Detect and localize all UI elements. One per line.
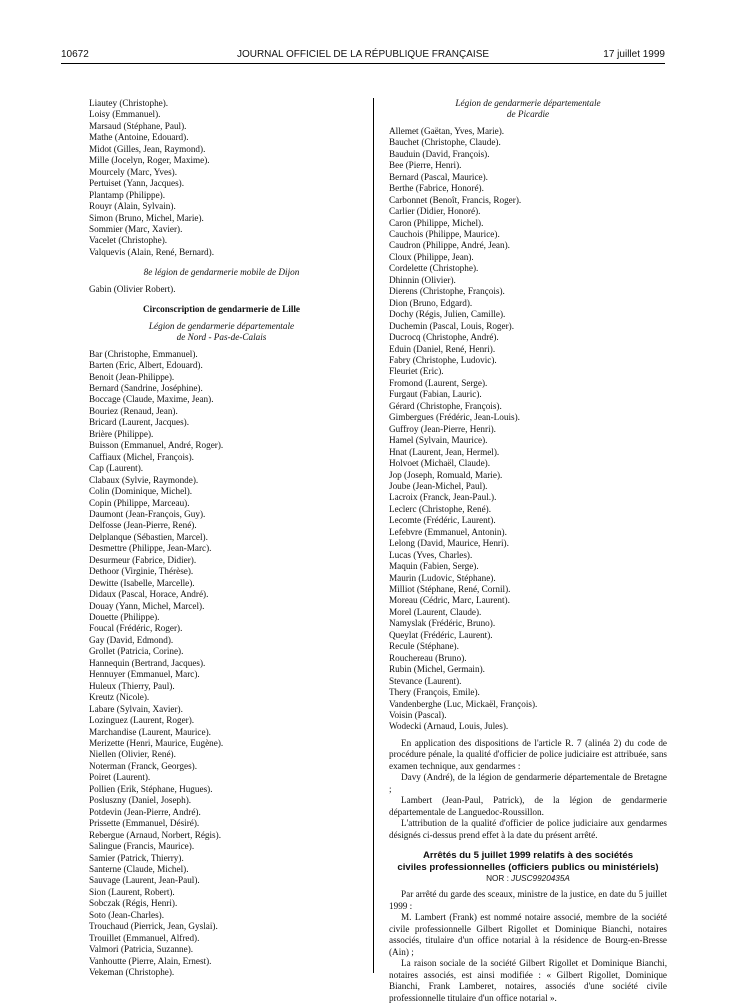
- name-entry: Marsaud (Stéphane, Paul).: [89, 120, 187, 131]
- name-entry: Brière (Philippe).: [89, 428, 154, 439]
- name-entry: Joube (Jean-Michel, Paul).: [389, 480, 488, 491]
- name-entry: Dewitte (Isabelle, Marcelle).: [89, 577, 195, 588]
- name-entry: Didaux (Pascal, Horace, André).: [89, 589, 209, 600]
- name-entry: Moreau (Cédric, Marc, Laurent).: [389, 595, 510, 606]
- name-entry: Caudron (Philippe, André, Jean).: [389, 240, 510, 251]
- name-entry: Milliot (Stéphane, René, Cornil).: [389, 584, 511, 595]
- name-entry: Carlier (Didier, Honoré).: [389, 206, 481, 217]
- name-entry: Namyslak (Frédéric, Bruno).: [389, 618, 496, 629]
- name-entry: Hannequin (Bertrand, Jacques).: [89, 657, 206, 668]
- legion-mobile-heading: 8e légion de gendarmerie mobile de Dijon: [143, 267, 300, 278]
- name-entry: Mille (Jocelyn, Roger, Maxime).: [89, 155, 210, 166]
- name-entry: Bauchet (Christophe, Claude).: [389, 137, 501, 148]
- name-entry: Merizette (Henri, Maurice, Eugène).: [89, 738, 224, 749]
- name-entry: Hennuyer (Emmanuel, Marc).: [89, 669, 200, 680]
- name-entry: Berthe (Fabrice, Honoré).: [389, 183, 484, 194]
- name-entry: Cauchois (Philippe, Maurice).: [389, 228, 500, 239]
- name-entry: Colin (Dominique, Michel).: [89, 486, 193, 497]
- name-entry: Bernard (Pascal, Maurice).: [389, 171, 488, 182]
- name-entry: Desurmeur (Fabrice, Didier).: [89, 554, 197, 565]
- name-entry: Voisin (Pascal).: [389, 710, 447, 721]
- name-entry: Valquevis (Alain, René, Bernard).: [89, 246, 215, 257]
- circonscription-heading: Circonscription de gendarmerie de Lille: [142, 304, 301, 315]
- name-entry: Lozinguez (Laurent, Roger).: [89, 715, 195, 726]
- name-entry: Douette (Philippe).: [89, 612, 160, 623]
- name-entry: Cordelette (Christophe).: [389, 263, 479, 274]
- arretes-title-line2: civiles professionnelles (officiers publics ou ministériels): [397, 861, 659, 873]
- name-entry: Lucas (Yves, Charles).: [389, 549, 473, 560]
- name-entry: Rouyr (Alain, Sylvain).: [89, 201, 176, 212]
- name-entry: Carbonnet (Benoît, Francis, Roger).: [389, 194, 522, 205]
- name-entry: Vandenberghe (Luc, Mickaël, François).: [389, 698, 538, 709]
- publication-date: 17 juillet 1999: [603, 49, 665, 60]
- name-entry: Maurin (Ludovic, Stéphane).: [389, 572, 496, 583]
- name-entry: Huleux (Thierry, Paul).: [89, 680, 175, 691]
- name-entry: Douay (Yann, Michel, Marcel).: [89, 600, 205, 611]
- name-entry: Vanhoutte (Pierre, Alain, Ernest).: [89, 955, 212, 966]
- name-entry: Gabin (Olivier Robert).: [89, 283, 176, 294]
- name-entry: Labare (Sylvain, Xavier).: [89, 703, 183, 714]
- name-entry: Caffiaux (Michel, François).: [89, 451, 194, 462]
- name-entry: Lefebvre (Emmanuel, Antonin).: [389, 526, 507, 537]
- name-entry: Clabaux (Sylvie, Raymonde).: [89, 474, 199, 485]
- name-entry: Fleuriet (Eric).: [389, 366, 444, 377]
- name-entry: Dhinnin (Olivier).: [389, 274, 456, 285]
- name-entry: Allemet (Gaëtan, Yves, Marie).: [389, 125, 505, 136]
- name-entry: Foucal (Frédéric, Roger).: [89, 623, 183, 634]
- name-entry: Sion (Laurent, Robert).: [89, 886, 175, 897]
- name-entry: Fabry (Christophe, Ludovic).: [389, 354, 497, 365]
- name-entry: Barten (Eric, Albert, Edouard).: [89, 360, 203, 371]
- name-entry: Bauduin (David, François).: [389, 148, 490, 159]
- name-entry: Benoit (Jean-Philippe).: [89, 371, 175, 382]
- name-entry: Recule (Stéphane).: [389, 641, 459, 652]
- arretes-title-line1: Arrêtés du 5 juillet 1999 relatifs à des sociétés: [422, 850, 634, 861]
- name-entry: Bricard (Laurent, Jacques).: [89, 417, 189, 428]
- name-entry: Poiret (Laurent).: [89, 772, 151, 783]
- name-entry: Caron (Philippe, Michel).: [389, 217, 484, 228]
- name-entry: Salingue (Francis, Maurice).: [89, 841, 195, 852]
- name-entry: Samier (Patrick, Thierry).: [89, 852, 184, 863]
- name-entry: Posluszny (Daniel, Joseph).: [89, 795, 192, 806]
- name-entry: Kreutz (Nicole).: [89, 692, 150, 703]
- name-entry: Sauvage (Laurent, Jean-Paul).: [89, 875, 200, 886]
- left-column: [89, 98, 354, 979]
- name-entry: Lelong (David, Maurice, Henri).: [389, 538, 509, 549]
- name-entry: Marchandise (Laurent, Maurice).: [89, 726, 211, 737]
- name-entry: Wodecki (Arnaud, Louis, Jules).: [389, 721, 509, 732]
- paragraph-raison-sociale: La raison sociale de la société Gilbert Rigollet et Dominique Bianchi, notaires associés, est ainsi modifiée : « Gilbert Rigollet, Dominique Bianchi, Frank Lamberet, notaires, associés d'une société civile professionnelle titulaire d'un office notarial ».: [389, 958, 667, 1003]
- name-entry: Buisson (Emmanuel, André, Roger).: [89, 440, 224, 451]
- paragraph-attribution: L'attribution de la qualité d'officier de police judiciaire aux gendarmes désignés ci-dessus prend effet à la date du présent arrêté.: [389, 818, 667, 840]
- name-entry: Sobczak (Régis, Henri).: [89, 898, 178, 909]
- name-entry: Cap (Laurent).: [89, 463, 144, 474]
- right-column: [389, 98, 667, 1004]
- name-entry: Midot (Gilles, Jean, Raymond).: [89, 143, 206, 154]
- name-list-dijon: [89, 98, 354, 258]
- paragraph-davy: Davy (André), de la légion de gendarmerie départementale de Bretagne ;: [389, 772, 667, 794]
- name-entry: Delfosse (Jean-Pierre, René).: [89, 520, 197, 531]
- name-entry: Sommier (Marc, Xavier).: [89, 223, 183, 234]
- paragraph-garde-des-sceaux: Par arrêté du garde des sceaux, ministre de la justice, en date du 5 juillet 1999 :: [389, 889, 667, 911]
- name-entry: Boccage (Claude, Maxime, Jean).: [89, 394, 214, 405]
- name-entry: Niellen (Olivier, René).: [89, 749, 176, 760]
- name-entry: Soto (Jean-Charles).: [89, 909, 165, 920]
- legion-picardie-heading-line2: de Picardie: [506, 109, 550, 120]
- name-entry: Jop (Joseph, Romuald, Marie).: [389, 469, 503, 480]
- legion-nord-heading-line1: Légion de gendarmerie départementale: [148, 320, 295, 331]
- name-entry: Thery (François, Emile).: [389, 687, 480, 698]
- paragraph-application: En application des dispositions de l'article R. 7 (alinéa 2) du code de procédure pénale, la qualité d'officier de police judiciaire est attribuée, sans examen technique, aux gendarmes :: [389, 737, 667, 771]
- name-entry: Delplanque (Sébastien, Marcel).: [89, 531, 208, 542]
- name-entry: Holvoet (Michaël, Claude).: [389, 458, 491, 469]
- name-entry: Mourcely (Marc, Yves).: [89, 166, 178, 177]
- paragraph-lambert-frank: M. Lambert (Frank) est nommé notaire associé, membre de la société civile professionnelle Gilbert Rigollet et Dominique Bianchi, notaires associés, titulaire d'un office notarial à la résidence de Bourg-en-Bresse (Ain) ;: [389, 912, 667, 957]
- name-entry: Trouillet (Emmanuel, Alfred).: [89, 932, 200, 943]
- name-entry: Vekeman (Christophe).: [89, 967, 175, 978]
- name-entry: Santerne (Claude, Michel).: [89, 864, 189, 874]
- name-entry: Duchemin (Pascal, Louis, Roger).: [389, 320, 515, 331]
- name-entry: Bar (Christophe, Emmanuel).: [89, 348, 198, 359]
- name-entry: Hnat (Laurent, Jean, Hermel).: [389, 446, 500, 457]
- name-entry: Trouchaud (Pierrick, Jean, Gyslai).: [89, 921, 218, 932]
- name-list-picardie: [389, 126, 667, 733]
- name-entry: Mathe (Antoine, Edouard).: [89, 132, 189, 143]
- name-entry: Ducrocq (Christophe, André).: [389, 332, 499, 343]
- name-entry: Bernard (Sandrine, Joséphine).: [89, 382, 203, 393]
- legion-picardie-heading-line1: Légion de gendarmerie départementale: [455, 98, 601, 108]
- name-entry: Daumont (Jean-François, Guy).: [89, 508, 206, 519]
- name-entry: Pertuiset (Yann, Jacques).: [89, 178, 185, 189]
- name-entry: Furgaut (Fabian, Lauric).: [389, 389, 482, 400]
- name-entry: Dochy (Régis, Julien, Camille).: [389, 309, 506, 320]
- name-entry: Copin (Philippe, Marceau).: [89, 497, 190, 508]
- header-rule: [61, 63, 665, 64]
- nor-reference: [389, 873, 667, 884]
- name-entry: Valmori (Patricia, Suzanne).: [89, 944, 194, 955]
- name-entry: Grollet (Patricia, Corine).: [89, 646, 184, 657]
- journal-title: JOURNAL OFFICIEL DE LA RÉPUBLIQUE FRANÇAISE: [236, 49, 490, 60]
- name-entry: Rouchereau (Bruno).: [389, 652, 467, 663]
- name-entry: Gimbergues (Frédéric, Jean-Louis).: [389, 412, 520, 423]
- page-number: 10672: [61, 49, 89, 60]
- name-entry: Leclerc (Christophe, René).: [389, 503, 492, 514]
- name-entry: Pollien (Erik, Stéphane, Hugues).: [89, 783, 213, 794]
- paragraph-lambert: Lambert (Jean-Paul, Patrick), de la légion de gendarmerie départementale de Languedoc-Roussillon.: [389, 795, 667, 817]
- name-entry: Vacelet (Christophe).: [89, 235, 168, 246]
- name-entry: Hamel (Sylvain, Maurice).: [389, 435, 488, 446]
- name-entry: Potdevin (Jean-Pierre, André).: [89, 806, 201, 817]
- name-entry: Dethoor (Virginie, Thérèse).: [89, 566, 194, 577]
- name-entry: Gay (David, Edmond).: [89, 634, 174, 645]
- name-entry: Dion (Bruno, Edgard).: [389, 297, 473, 308]
- nor-label: NOR :: [486, 874, 509, 883]
- name-entry: Simon (Bruno, Michel, Marie).: [89, 212, 204, 223]
- name-entry: Cloux (Philippe, Jean).: [389, 251, 474, 262]
- name-entry: Lecomte (Frédéric, Laurent).: [389, 515, 496, 526]
- name-entry: Maquin (Fabien, Serge).: [389, 561, 479, 572]
- name-entry: Guffroy (Jean-Pierre, Henri).: [389, 423, 496, 434]
- name-entry: Rubin (Michel, Germain).: [389, 664, 485, 675]
- name-entry: Stevance (Laurent).: [389, 675, 462, 686]
- nor-code: JUSC9920435A: [511, 874, 570, 883]
- name-entry: Fromond (Laurent, Serge).: [389, 377, 488, 388]
- name-entry: Dierens (Christophe, François).: [389, 286, 505, 297]
- name-entry: Liautey (Christophe).: [89, 98, 169, 108]
- name-entry: Queylat (Frédéric, Laurent).: [389, 629, 493, 640]
- name-entry: Prissette (Emmanuel, Désiré).: [89, 818, 200, 829]
- name-entry: Gérard (Christophe, François).: [389, 400, 502, 411]
- name-entry: Lacroix (Franck, Jean-Paul.).: [389, 492, 497, 503]
- legion-nord-heading-line2: de Nord - Pas-de-Calais: [176, 332, 267, 343]
- name-entry: Bouriez (Renaud, Jean).: [89, 405, 178, 416]
- name-entry: Eduin (Daniel, René, Henri).: [389, 343, 496, 354]
- column-divider: [373, 98, 374, 973]
- name-list-mobile: [89, 284, 354, 295]
- name-entry: Loisy (Emmanuel).: [89, 109, 161, 120]
- name-entry: Bee (Pierre, Henri).: [389, 160, 462, 171]
- name-list-nord: [89, 349, 354, 979]
- name-entry: Desmettre (Philippe, Jean-Marc).: [89, 543, 212, 554]
- name-entry: Plantamp (Philippe).: [89, 189, 166, 200]
- name-entry: Morel (Laurent, Claude).: [389, 606, 482, 617]
- name-entry: Noterman (Franck, Georges).: [89, 760, 198, 771]
- name-entry: Rebergue (Arnaud, Norbert, Régis).: [89, 829, 221, 840]
